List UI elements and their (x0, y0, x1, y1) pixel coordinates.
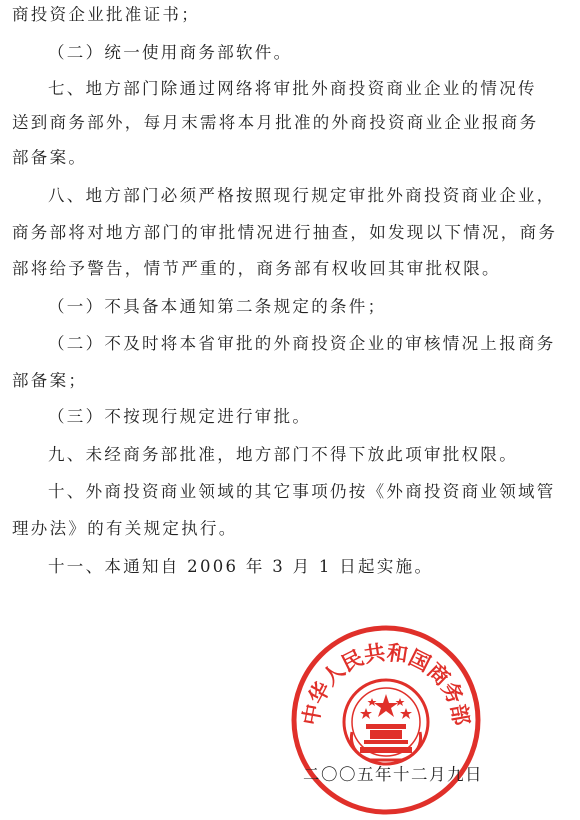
text-line-9: （一）不具备本通知第二条规定的条件； (48, 297, 387, 316)
text-line-7: 商务部将对地方部门的审批情况进行抽查，如发现以下情况，商务 (12, 223, 558, 242)
text-line-5: 部备案。 (12, 148, 88, 167)
text-line-10: （二）不及时将本省审批的外商投资企业的审核情况上报商务 (48, 334, 556, 353)
document-date: 二〇〇五年十二月九日 (303, 765, 483, 784)
text-line-1: 商投资企业批准证书； (12, 5, 200, 24)
national-emblem (344, 680, 428, 764)
text-line-12: （三）不按现行规定进行审批。 (48, 407, 312, 426)
text-line-16: 十一、本通知自 2006 年 3 月 1 日起实施。 (48, 557, 434, 576)
text-line-14: 十、外商投资商业领域的其它事项仍按《外商投资商业领域管 (48, 482, 556, 501)
text-line-6: 八、地方部门必须严格按照现行规定审批外商投资商业企业， (48, 186, 556, 205)
text-line-15: 理办法》的有关规定执行。 (12, 519, 238, 538)
text-line-4: 送到商务部外，每月末需将本月批准的外商投资商业企业报商务 (12, 113, 539, 132)
text-line-2: （二）统一使用商务部软件。 (48, 43, 293, 62)
text-line-11: 部备案； (12, 371, 88, 390)
text-line-8: 部将给予警告，情节严重的，商务部有权收回其审批权限。 (12, 259, 501, 278)
text-line-3: 七、地方部门除通过网络将审批外商投资商业企业的情况传 (48, 79, 537, 98)
text-line-13: 九、未经商务部批准，地方部门不得下放此项审批权限。 (48, 445, 518, 464)
official-seal (286, 620, 486, 820)
seal-text-path: 中华人民共和国商务部 (297, 639, 475, 728)
